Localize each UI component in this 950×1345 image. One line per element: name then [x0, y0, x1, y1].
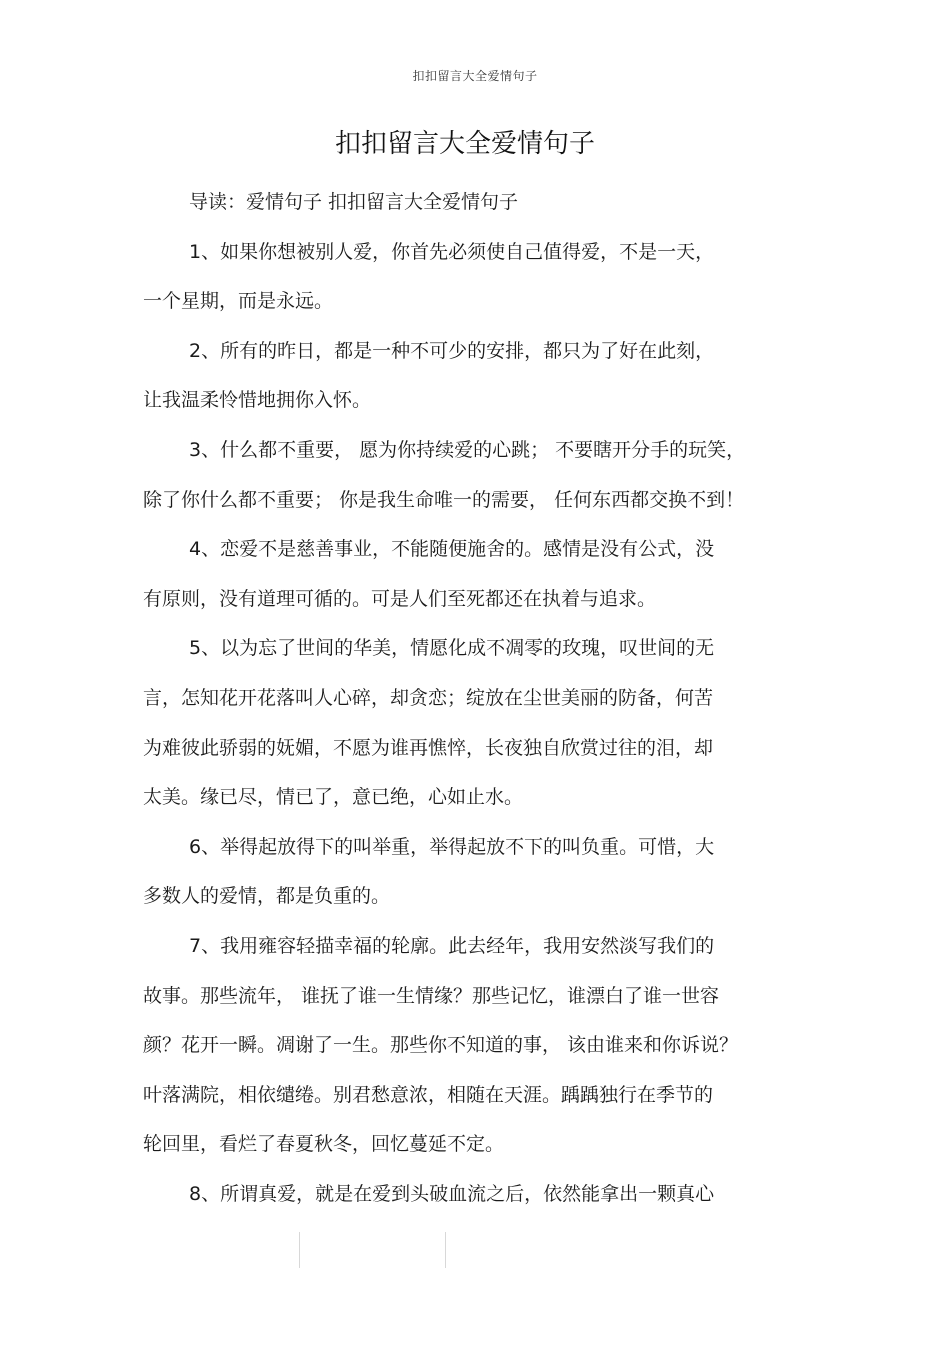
text-line: 颜？花开一瞬。凋谢了一生。那些你不知道的事， 该由谁来和你诉说？ [143, 1034, 739, 1057]
text-line: 2、所有的昨日，都是一种不可少的安排，都只为了好在此刻， [189, 339, 715, 362]
text-line: 导读：爱情句子 扣扣留言大全爱情句子 [189, 191, 519, 213]
footer-divider-left [299, 1232, 300, 1268]
page-title: 扣扣留言大全爱情句子 [334, 129, 595, 159]
text-line: 4、恋爱不是慈善事业，不能随便施舍的。感情是没有公式，没 [189, 538, 715, 561]
running-header: 扣扣留言大全爱情句子 [412, 69, 538, 83]
text-line: 6、举得起放得下的叫举重，举得起放不下的叫负重。可惜，大 [189, 835, 715, 858]
text-line: 故事。那些流年， 谁抚了谁一生情缘？那些记忆，谁漂白了谁一世容 [143, 984, 720, 1007]
text-line: 轮回里，看烂了春夏秋冬，回忆蔓延不定。 [143, 1133, 505, 1156]
text-line: 为难彼此骄弱的妩媚，不愿为谁再憔悴，长夜独自欣赏过往的泪，却 [143, 736, 714, 759]
text-line: 让我温柔怜惜地拥你入怀。 [143, 389, 372, 412]
footer-divider-right [445, 1232, 446, 1268]
text-line: 3、什么都不重要， 愿为你持续爱的心跳； 不要瞎开分手的玩笑， [189, 438, 746, 461]
text-line: 多数人的爱情，都是负重的。 [143, 885, 391, 908]
document-body [143, 178, 793, 1219]
text-line: 叶落满院，相依缱绻。别君愁意浓，相随在天涯。踽踽独行在季节的 [143, 1083, 714, 1106]
text-line: 7、我用雍容轻描幸福的轮廓。此去经年，我用安然淡写我们的 [189, 934, 715, 957]
text-line: 8、所谓真爱，就是在爱到头破血流之后，依然能拿出一颗真心 [189, 1182, 715, 1205]
text-line: 太美。缘已尽，情已了，意已绝，心如止水。 [143, 786, 524, 809]
text-line: 5、以为忘了世间的华美，情愿化成不凋零的玫瑰，叹世间的无 [189, 637, 715, 660]
text-line: 言，怎知花开花落叫人心碎，却贪恋；绽放在尘世美丽的防备，何苦 [143, 686, 714, 709]
text-line: 除了你什么都不重要； 你是我生命唯一的需要， 任何东西都交换不到！ [143, 488, 745, 511]
text-line: 1、如果你想被别人爱，你首先必须使自己值得爱，不是一天， [189, 240, 715, 263]
text-line: 有原则，没有道理可循的。可是人们至死都还在执着与追求。 [143, 587, 657, 610]
text-line: 一个星期，而是永远。 [143, 290, 334, 313]
